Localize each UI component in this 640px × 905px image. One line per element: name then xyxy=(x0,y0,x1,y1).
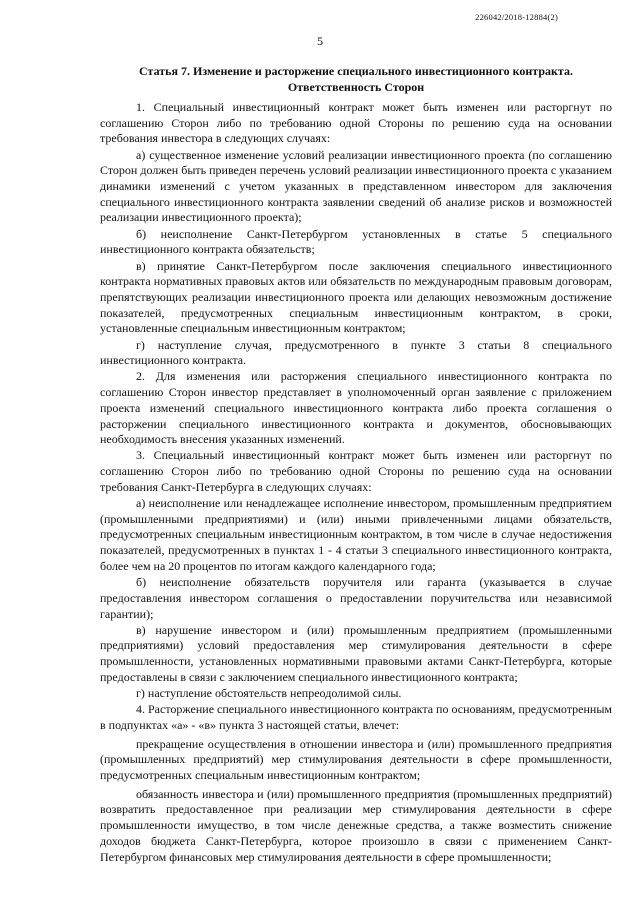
paragraph-3g: г) наступление обстоятельств непреодолимой силы. xyxy=(136,686,402,701)
article-title xyxy=(100,63,612,95)
paragraph-3b: б) неисполнение обязательств поручителя или гаранта (указывается в случае предоставления инвестором соглашения о предоставлении поручительства или независимой гарантии); xyxy=(100,575,612,621)
paragraph-1: 1. Специальный инвестиционный контракт может быть изменен или расторгнут по соглашению Сторон либо по требованию одной Стороны по решению суда на основании требования инвестора в следующих случаях: xyxy=(100,100,612,146)
paragraph-4: 4. Расторжение специального инвестиционного контракта по основаниям, предусмотренным в подпунктах «а» - «в» пункта 3 настоящей статьи, влечет: xyxy=(100,702,612,732)
paragraph-1b: б) неисполнение Санкт-Петербургом установленных в статье 5 специального инвестиционного контракта обязательств; xyxy=(100,226,612,257)
paragraph-3: 3. Специальный инвестиционный контракт может быть изменен или расторгнут по соглашению Сторон либо по требованию одной Стороны по решению суда на основании требования Санкт-Петербурга в следующих случаях: xyxy=(100,448,612,494)
paragraph-4-item-2: обязанность инвестора и (или) промышленного предприятия (промышленных предприятий) возвратить предоставленное при реализации мер стимулирования деятельности в сфере промышленности имущество, в том числе денежные средства, а также возместить снижение доходов бюджета Санкт-Петербурга, которое произошло в связи с применением Санкт-Петербургом финансовых мер стимулирования деятельности в сфере промышленности; xyxy=(100,786,612,864)
paragraph-3v: в) нарушение инвестором и (или) промышленным предприятием (промышленными предприятиями) условий предоставления мер стимулирования деятельности в сфере промышленности, установленных нормативными правовыми актами Санкт-Петербурга, которые предоставлены в связи с заключением специального инвестиционного контракта; xyxy=(100,622,612,684)
paragraph-1g: г) наступление случая, предусмотренного в пункте 3 статьи 8 специального инвестиционного контракта. xyxy=(100,337,612,368)
article-body xyxy=(100,100,612,866)
paragraph-4-item-1: прекращение осуществления в отношении инвестора и (или) промышленного предприятия (промышленных предприятий) мер стимулирования деятельности в сфере промышленности, предусмотренных специальным инвестиционным контрактом; xyxy=(100,736,612,783)
paragraph-1a: а) существенное изменение условий реализации инвестиционного проекта (по соглашению Сторон должен быть приведен перечень условий реализации инвестиционного проекта с указанием динамики изменений с учетом указанных в представленном инвестором для заключения специального инвестиционного контракта заявлении сведений об анализе рисков и возможностей реализации инвестиционного проекта); xyxy=(100,147,612,225)
article-title-line-2: Ответственность Сторон xyxy=(287,80,425,94)
paragraph-1v: в) принятие Санкт-Петербургом после заключения специального инвестиционного контракта нормативных правовых актов или обязательств по международным правовым договорам, препятствующих реализации инвестиционного проекта или делающих невозможным достижение показателей, предусмотренных специальным инвестиционным контрактом, в сроки, установленные специальным инвестиционным контрактом; xyxy=(100,258,612,336)
paragraph-3a: а) неисполнение или ненадлежащее исполнение инвестором, промышленным предприятием (промышленными предприятиями) и (или) иными привлеченными лицами обязательств, предусмотренных специальным инвестиционным контрактом, в том числе в случае недостижения показателей, предусмотренных в пунктах 1 - 4 статьи 3 специального инвестиционного контракта, более чем на 20 процентов по итогам каждого календарного года; xyxy=(100,496,612,573)
article-title-line-1: Статья 7. Изменение и расторжение специального инвестиционного контракта. xyxy=(139,64,573,78)
page-number: 5 xyxy=(317,34,323,48)
paragraph-2: 2. Для изменения или расторжения специального инвестиционного контракта по соглашению Сторон инвестор представляет в уполномоченный орган заявление с приложением проекта изменений специального инвестиционного контракта либо проекта соглашения о расторжении специального инвестиционного контракта и документов, обосновывающих необходимость внесения указанных изменений. xyxy=(100,369,612,447)
document-number: 226042/2018-12884(2) xyxy=(475,12,558,22)
